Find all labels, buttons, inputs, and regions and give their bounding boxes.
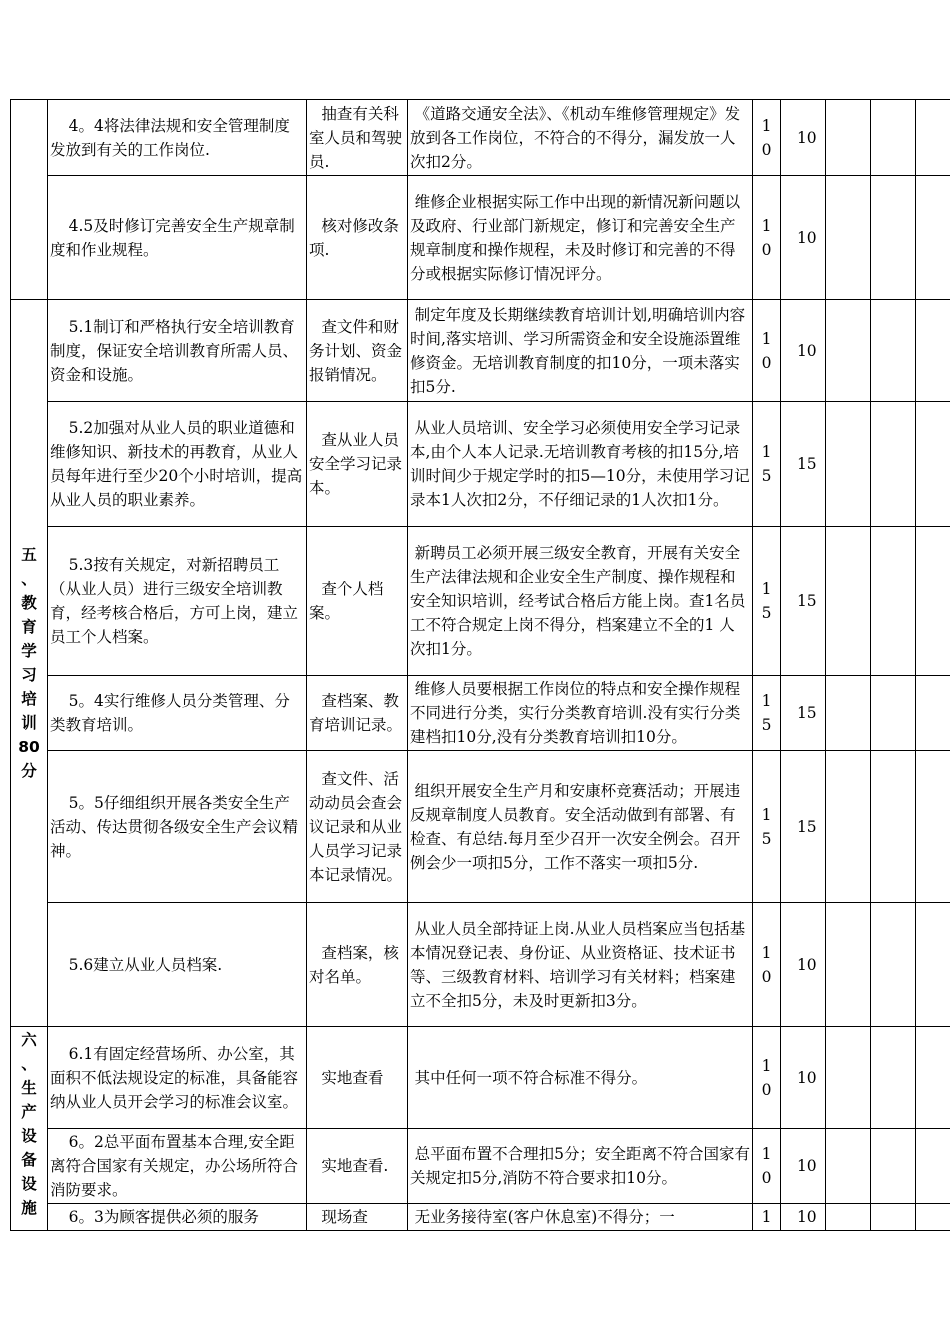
score-cell: 1 0 xyxy=(753,176,781,300)
blank-cell xyxy=(871,903,916,1027)
blank-cell xyxy=(871,402,916,527)
method-text: 查文件和财务计划、资金报销情况。 xyxy=(307,300,408,402)
method-text: 查档案、教育培训记录。 xyxy=(307,676,408,751)
blank-cell xyxy=(871,100,916,176)
blank-cell xyxy=(826,1129,871,1204)
full-score: 15 xyxy=(781,527,826,676)
item-text: 6。3为顾客提供必须的服务 xyxy=(48,1204,307,1231)
standard-text: 维修人员要根据工作岗位的特点和安全操作规程不同进行分类，实行分类教育培训.没有实行分类建档扣10分,没有分类教育培训扣10分。 xyxy=(408,676,753,751)
blank-cell xyxy=(871,1204,916,1231)
item-text: 4。4将法律法规和安全管理制度发放到有关的工作岗位. xyxy=(48,100,307,176)
blank-cell xyxy=(826,100,871,176)
score-cell: 1 5 xyxy=(753,402,781,527)
category-cell xyxy=(11,100,48,300)
score-cell: 1 5 xyxy=(753,751,781,903)
full-score: 10 xyxy=(781,100,826,176)
method-text: 查从业人员安全学习记录本。 xyxy=(307,402,408,527)
item-text: 4.5及时修订完善安全生产规章制度和作业规程。 xyxy=(48,176,307,300)
score-cell: 1 5 xyxy=(753,527,781,676)
table-row xyxy=(11,100,950,176)
table-row xyxy=(11,903,950,1027)
item-text: 5.6建立从业人员档案. xyxy=(48,903,307,1027)
standard-text: 《道路交通安全法》、《机动车维修管理规定》发放到各工作岗位，不符合的不得分，漏发放一人次扣2分。 xyxy=(408,100,753,176)
item-text: 5.1制订和严格执行安全培训教育制度，保证安全培训教育所需人员、资金和设施。 xyxy=(48,300,307,402)
table-row xyxy=(11,751,950,903)
method-text: 现场查 xyxy=(307,1204,408,1231)
standard-text: 组织开展安全生产月和安康杯竞赛活动；开展违反规章制度人员教育。安全活动做到有部署、有检查、有总结.每月至少召开一次安全例会。召开例会少一项扣5分，工作不落实一项扣5分. xyxy=(408,751,753,903)
standard-text: 新聘员工必须开展三级安全教育，开展有关安全生产法律法规和企业安全生产制度、操作规程和安全知识培训，经考试合格后方能上岗。查1名员工不符合规定上岗不得分，档案建立不全的1 人次扣1分。 xyxy=(408,527,753,676)
blank-cell xyxy=(916,176,950,300)
blank-cell xyxy=(916,1027,950,1129)
score-cell: 1 0 xyxy=(753,1129,781,1204)
score-cell: 1 0 xyxy=(753,903,781,1027)
table-row xyxy=(11,300,950,402)
item-text: 5.3按有关规定，对新招聘员工（从业人员）进行三级安全培训教育，经考核合格后，方可上岗，建立员工个人档案。 xyxy=(48,527,307,676)
blank-cell xyxy=(871,176,916,300)
full-score: 10 xyxy=(781,176,826,300)
method-text: 查个人档案。 xyxy=(307,527,408,676)
full-score: 15 xyxy=(781,751,826,903)
category-facilities: 六 、 生 产 设 备 设 施 xyxy=(11,1027,48,1231)
full-score: 10 xyxy=(781,300,826,402)
item-text: 5。5仔细组织开展各类安全生产活动、传达贯彻各级安全生产会议精神。 xyxy=(48,751,307,903)
table-row xyxy=(11,1129,950,1204)
blank-cell xyxy=(871,751,916,903)
item-text: 5.2加强对从业人员的职业道德和维修知识、新技术的再教育，从业人员每年进行至少20个小时培训，提高从业人员的职业素养。 xyxy=(48,402,307,527)
standard-text: 无业务接待室(客户休息室)不得分；一 xyxy=(408,1204,753,1231)
blank-cell xyxy=(916,527,950,676)
blank-cell xyxy=(871,676,916,751)
blank-cell xyxy=(916,300,950,402)
full-score: 10 xyxy=(781,903,826,1027)
blank-cell xyxy=(916,402,950,527)
full-score: 10 xyxy=(781,1129,826,1204)
blank-cell xyxy=(826,527,871,676)
table-row xyxy=(11,1027,950,1129)
item-text: 6。2总平面布置基本合理,安全距离符合国家有关规定，办公场所符合消防要求。 xyxy=(48,1129,307,1204)
standard-text: 其中任何一项不符合标准不得分。 xyxy=(408,1027,753,1129)
table-row xyxy=(11,1204,950,1231)
blank-cell xyxy=(871,527,916,676)
blank-cell xyxy=(826,903,871,1027)
blank-cell xyxy=(826,176,871,300)
item-text: 5。4实行维修人员分类管理、分类教育培训。 xyxy=(48,676,307,751)
blank-cell xyxy=(826,1027,871,1129)
blank-cell xyxy=(826,300,871,402)
full-score: 10 xyxy=(781,1204,826,1231)
item-text: 6.1有固定经营场所、办公室，其面积不低法规设定的标准，具备能容纳从业人员开会学习的标准会议室。 xyxy=(48,1027,307,1129)
blank-cell xyxy=(826,1204,871,1231)
category-education: 五 、 教 育 学 习 培 训 80 分 xyxy=(11,300,48,1027)
method-text: 实地查看 xyxy=(307,1027,408,1129)
blank-cell xyxy=(916,903,950,1027)
score-cell: 1 0 xyxy=(753,300,781,402)
full-score: 15 xyxy=(781,402,826,527)
score-cell: 1 xyxy=(753,1204,781,1231)
full-score: 15 xyxy=(781,676,826,751)
standard-text: 维修企业根据实际工作中出现的新情况新问题以及政府、行业部门新规定，修订和完善安全生产规章制度和操作规程，未及时修订和完善的不得分或根据实际修订情况评分。 xyxy=(408,176,753,300)
blank-cell xyxy=(916,1129,950,1204)
blank-cell xyxy=(871,1027,916,1129)
standard-text: 制定年度及长期继续教育培训计划,明确培训内容时间,落实培训、学习所需资金和安全设施添置维修资金。无培训教育制度的扣10分，一项未落实扣5分. xyxy=(408,300,753,402)
blank-cell xyxy=(916,1204,950,1231)
score-cell: 1 0 xyxy=(753,1027,781,1129)
score-cell: 1 5 xyxy=(753,676,781,751)
standard-text: 从业人员全部持证上岗.从业人员档案应当包括基本情况登记表、身份证、从业资格证、技术证书等、三级教育材料、培训学习有关材料；档案建立不全扣5分，未及时更新扣3分。 xyxy=(408,903,753,1027)
blank-cell xyxy=(916,100,950,176)
blank-cell xyxy=(826,402,871,527)
blank-cell xyxy=(916,676,950,751)
method-text: 核对修改条项. xyxy=(307,176,408,300)
full-score: 10 xyxy=(781,1027,826,1129)
method-text: 实地查看. xyxy=(307,1129,408,1204)
blank-cell xyxy=(871,1129,916,1204)
assessment-table xyxy=(10,99,950,1231)
table-row xyxy=(11,176,950,300)
blank-cell xyxy=(871,300,916,402)
standard-text: 总平面布置不合理扣5分；安全距离不符合国家有关规定扣5分,消防不符合要求扣10分。 xyxy=(408,1129,753,1204)
method-text: 抽查有关科室人员和驾驶员. xyxy=(307,100,408,176)
blank-cell xyxy=(916,751,950,903)
method-text: 查文件、活动动员会查会议记录和从业人员学习记录本记录情况。 xyxy=(307,751,408,903)
blank-cell xyxy=(826,676,871,751)
table-row xyxy=(11,676,950,751)
method-text: 查档案，核对名单。 xyxy=(307,903,408,1027)
table-row xyxy=(11,527,950,676)
score-cell: 1 0 xyxy=(753,100,781,176)
blank-cell xyxy=(826,751,871,903)
table-row xyxy=(11,402,950,527)
standard-text: 从业人员培训、安全学习必须使用安全学习记录本,由个人本人记录.无培训教育考核的扣15分,培训时间少于规定学时的扣5—10分，未使用学习记录本1人次扣2分，不仔细记录的1人次扣1分。 xyxy=(408,402,753,527)
